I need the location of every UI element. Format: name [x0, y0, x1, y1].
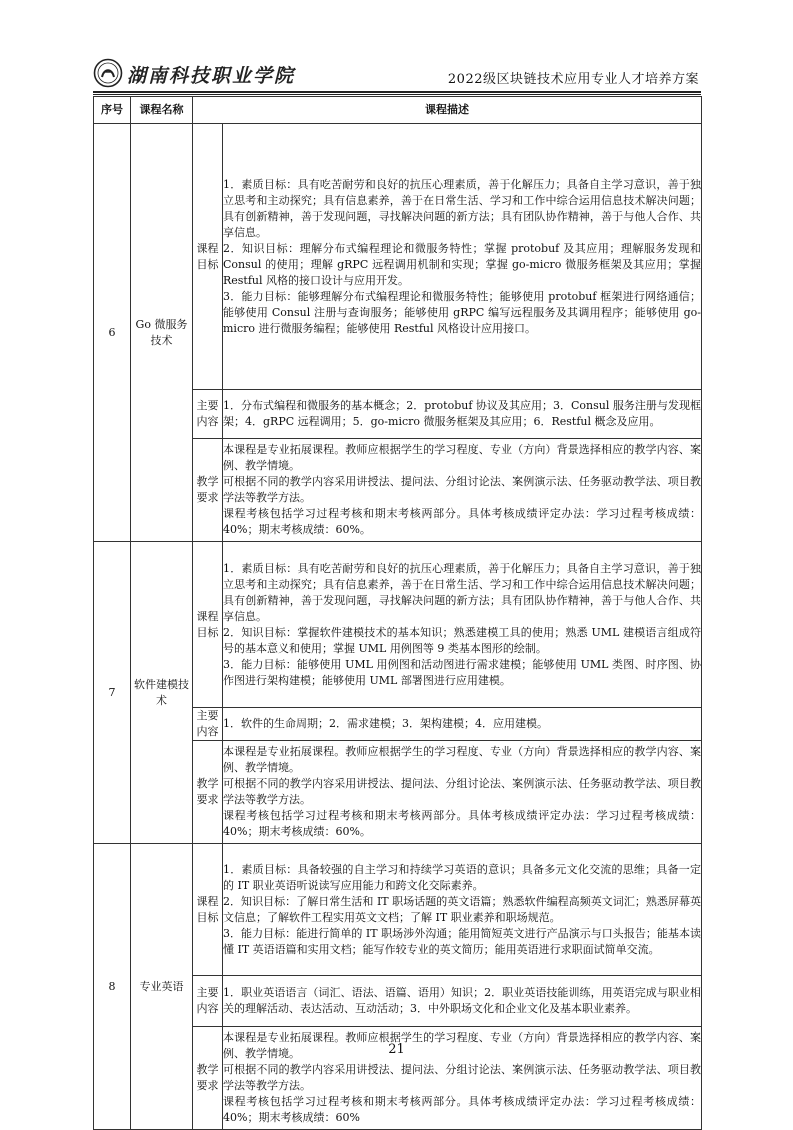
description-paragraph: 3．能力目标：能进行简单的 IT 职场涉外沟通；能用简短英文进行产品演示与口头报告；能基本读懂 IT 英语语篇和实用文档；能写作较专业的英文简历；能用英语进行求职面试简单交流。: [223, 926, 701, 956]
table-row: [94, 844, 702, 976]
col-header-num: 序号: [94, 97, 131, 124]
course-table: [93, 96, 702, 1130]
col-header-desc: 课程描述: [193, 97, 702, 124]
course-number: 8: [94, 844, 131, 1130]
section-label: 教学要求: [193, 439, 223, 542]
section-description: [223, 844, 702, 976]
page-header: [93, 58, 701, 88]
description-paragraph: 本课程是专业拓展课程。教师应根据学生的学习程度、专业（方向）背景选择相应的教学内容、案例、教学情境。: [223, 1031, 701, 1060]
plan-title: 2022级区块链技术应用专业人才培养方案: [447, 72, 699, 87]
section-description: [223, 124, 702, 390]
section-label: 课程目标: [193, 542, 223, 708]
description-paragraph: 1．素质目标：具备较强的自主学习和持续学习英语的意识；具备多元文化交流的思维；具备一定的 IT 职业英语听说读写应用能力和跨文化交际素养。: [223, 862, 701, 892]
page-number: 21: [388, 1042, 405, 1057]
section-label: 教学要求: [193, 741, 223, 844]
col-header-name: 课程名称: [131, 97, 193, 124]
course-name: Go 微服务技术: [131, 124, 193, 542]
description-paragraph: 1．素质目标：具有吃苦耐劳和良好的抗压心理素质，善于化解压力；具备自主学习意识，善于独立思考和主动探究；具有信息素养，善于在日常生活、学习和工作中综合运用信息技术解决问题；具有创新精神，善于发现问题，寻找解决问题的新方法；具有团队协作精神，善于与他人合作、共享信息。: [223, 561, 701, 623]
section-label: 主要内容: [193, 708, 223, 741]
description-paragraph: 本课程是专业拓展课程。教师应根据学生的学习程度、专业（方向）背景选择相应的教学内容、案例、教学情境。: [223, 443, 701, 472]
section-label: 课程目标: [193, 844, 223, 976]
course-name: 专业英语: [131, 844, 193, 1130]
school-logo-icon: [93, 58, 123, 88]
description-paragraph: 2．知识目标：理解分布式编程理论和微服务特性；掌握 protobuf 及其应用；理解服务发现和 Consul 的使用；理解 gRPC 远程调用机制和实现；掌握 go-micro 微服务框架及其应用；掌握 Restful 风格的接口设计与应用开发。: [223, 241, 701, 287]
description-paragraph: 1．素质目标：具有吃苦耐劳和良好的抗压心理素质，善于化解压力；具备自主学习意识，善于独立思考和主动探究；具有信息素养，善于在日常生活、学习和工作中综合运用信息技术解决问题；具有创新精神，善于发现问题，寻找解决问题的新方法；具有团队协作精神，善于与他人合作、共享信息。: [223, 177, 701, 239]
section-label: 主要内容: [193, 976, 223, 1027]
description-paragraph: 3．能力目标：能够理解分布式编程理论和微服务特性；能够使用 protobuf 框架进行网络通信；能够使用 Consul 注册与查询服务；能够使用 gRPC 编写远程服务及其调用程序；能够使用 go-micro 进行微服务编程；能够使用 Restful 风格设计应用接口。: [223, 289, 701, 335]
description-paragraph: 1．分布式编程和微服务的基本概念；2．protobuf 协议及其应用；3．Consul 服务注册与发现框架；4．gRPC 远程调用；5．go-micro 微服务框架及其应用；6．Restful 概念及应用。: [223, 399, 701, 428]
description-paragraph: 2．知识目标：了解日常生活和 IT 职场话题的英文语篇；熟悉软件编程高频英文词汇；熟悉屏幕英文信息；了解软件工程实用英文文档；了解 IT 职业素养和职场规范。: [223, 894, 701, 924]
course-number: 6: [94, 124, 131, 542]
description-paragraph: 课程考核包括学习过程考核和期末考核两部分。具体考核成绩评定办法：学习过程考核成绩：40%；期末考核成绩：60%。: [223, 809, 701, 838]
section-description: [223, 976, 702, 1027]
section-description: [223, 439, 702, 542]
description-paragraph: 2．知识目标：掌握软件建模技术的基本知识；熟悉建模工具的使用；熟悉 UML 建模语言组成符号的基本意义和使用；掌握 UML 用例图等 9 类基本图形的绘制。: [223, 625, 701, 655]
section-description: [223, 390, 702, 439]
header-rule-thick: [93, 91, 701, 93]
section-description: [223, 708, 702, 741]
section-label: 主要内容: [193, 390, 223, 439]
description-paragraph: 本课程是专业拓展课程。教师应根据学生的学习程度、专业（方向）背景选择相应的教学内容、案例、教学情境。: [223, 745, 701, 774]
school-name: 湖南科技职业学院: [127, 65, 296, 87]
description-paragraph: 可根据不同的教学内容采用讲授法、提问法、分组讨论法、案例演示法、任务驱动教学法、项目教学法等教学方法。: [223, 1063, 701, 1092]
course-number: 7: [94, 542, 131, 844]
description-paragraph: 可根据不同的教学内容采用讲授法、提问法、分组讨论法、案例演示法、任务驱动教学法、项目教学法等教学方法。: [223, 475, 701, 504]
description-paragraph: 课程考核包括学习过程考核和期末考核两部分。具体考核成绩评定办法：学习过程考核成绩：40%；期末考核成绩：60%。: [223, 507, 701, 536]
description-paragraph: 可根据不同的教学内容采用讲授法、提问法、分组讨论法、案例演示法、任务驱动教学法、项目教学法等教学方法。: [223, 777, 701, 806]
section-description: [223, 741, 702, 844]
description-paragraph: 1．职业英语语言（词汇、语法、语篇、语用）知识；2．职业英语技能训练，用英语完成与职业相关的理解活动、表达活动、互动活动；3．中外职场文化和企业文化及基本职业素养。: [223, 986, 701, 1015]
section-label: 课程目标: [193, 124, 223, 390]
course-name: 软件建模技术: [131, 542, 193, 844]
table-row: [94, 124, 702, 390]
section-label: 教学要求: [193, 1027, 223, 1130]
description-paragraph: 3．能力目标：能够使用 UML 用例图和活动图进行需求建模；能够使用 UML 类图、时序图、协作图进行架构建模；能够使用 UML 部署图进行应用建模。: [223, 657, 701, 687]
header-rule-thin: [93, 94, 701, 95]
table-row: [94, 542, 702, 708]
description-paragraph: 1．软件的生命周期；2．需求建模；3．架构建模；4．应用建模。: [223, 717, 548, 730]
description-paragraph: 课程考核包括学习过程考核和期末考核两部分。具体考核成绩评定办法：学习过程考核成绩：40%；期末考核成绩：60%: [223, 1095, 701, 1124]
table-header-row: [94, 97, 702, 124]
section-description: [223, 542, 702, 708]
